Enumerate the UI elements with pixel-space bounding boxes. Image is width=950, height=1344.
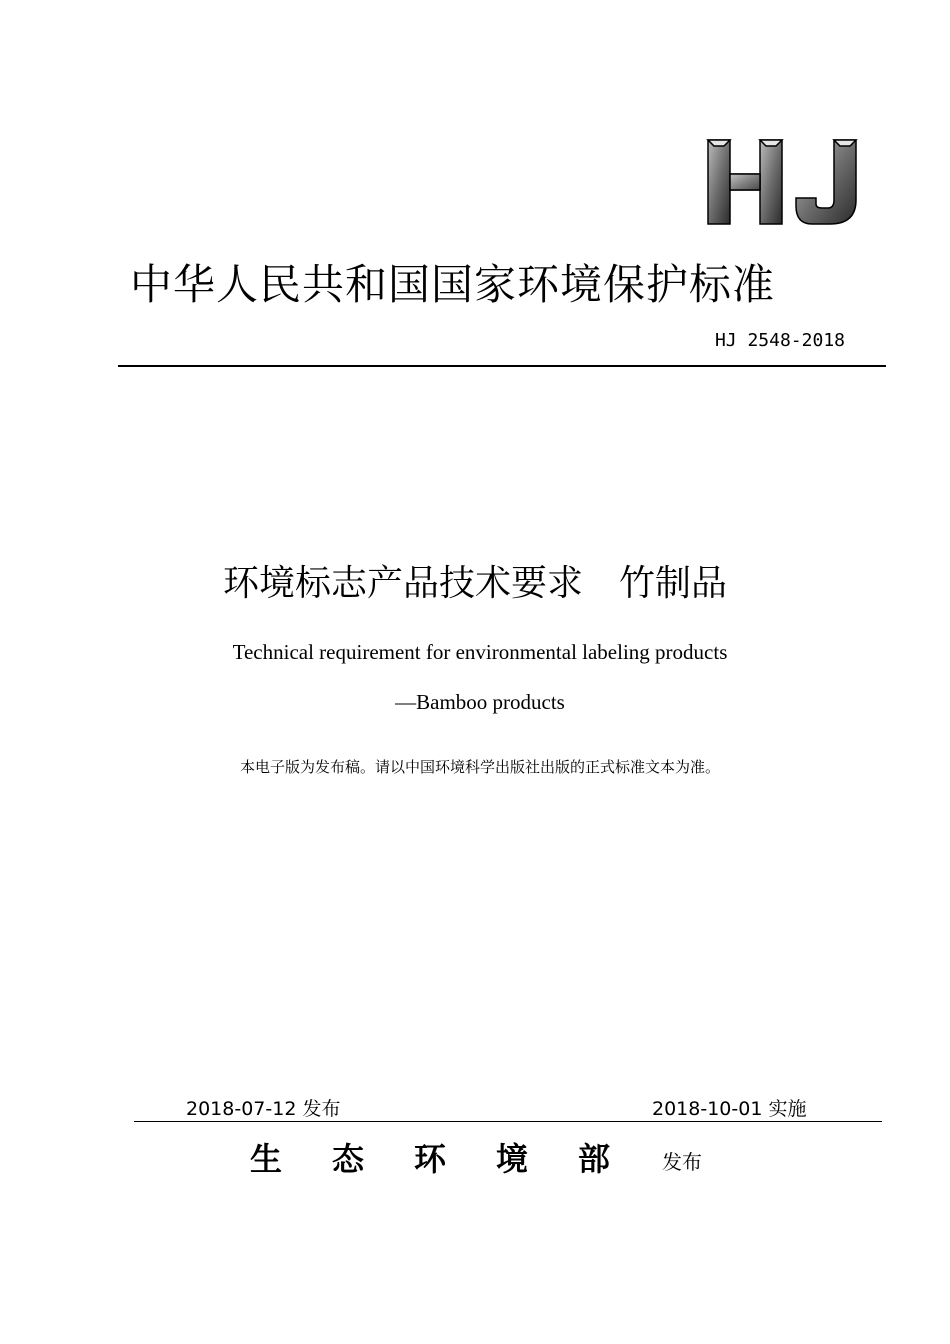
issuing-authority: 生态环境部 (250, 1140, 661, 1178)
implementation-date: 2018-10-01 实施 (652, 1098, 807, 1120)
logo-letter-h (708, 140, 782, 224)
electronic-version-notice: 本电子版为发布稿。请以中国环境科学出版社出版的正式标准文本为准。 (239, 758, 720, 776)
publish-date: 2018-07-12 发布 (186, 1098, 341, 1120)
standard-code: HJ 2548-2018 (714, 330, 845, 351)
document-title-chinese: 环境标志产品技术要求 竹制品 (222, 563, 727, 604)
document-title-english-line1: Technical requirement for environmental labeling products (232, 640, 728, 664)
issuing-authority-suffix: 发布 (662, 1150, 702, 1174)
hj-logo (700, 136, 865, 228)
header-divider (118, 365, 886, 367)
footer-divider (134, 1121, 882, 1122)
standard-family-title: 中华人民共和国国家环境保护标准 (130, 260, 776, 309)
document-title-english-line2: —Bamboo products (395, 690, 565, 714)
logo-letter-j (796, 140, 856, 224)
